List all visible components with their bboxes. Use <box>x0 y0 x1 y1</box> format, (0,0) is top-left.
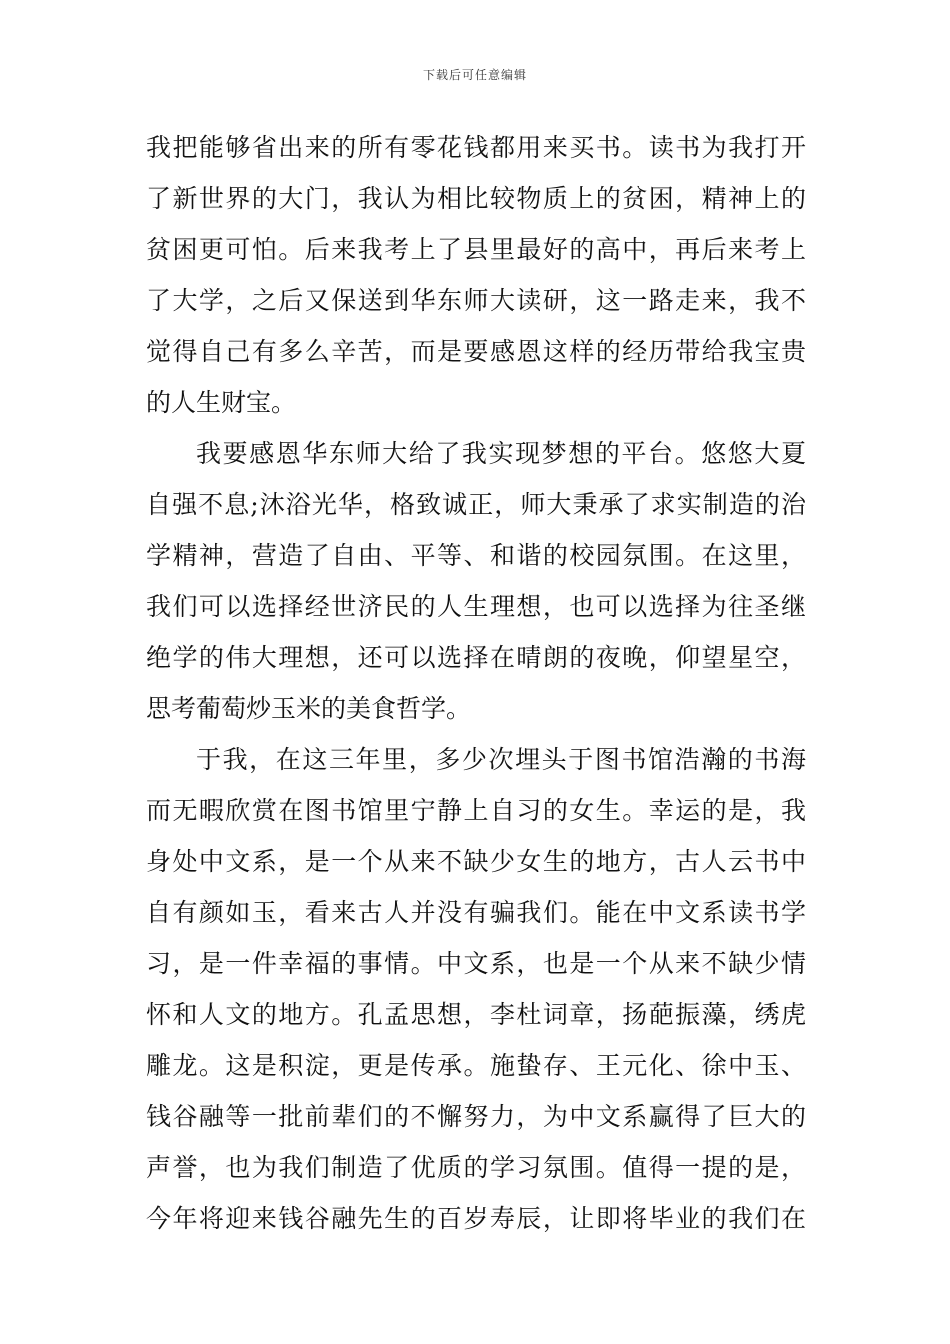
text-line: 自强不息;沐浴光华，格致诚正，师大秉承了求实制造的治 <box>146 490 806 519</box>
text-line: 习，是一件幸福的事情。中文系，也是一个从来不缺少情 <box>146 949 806 978</box>
text-line: 自有颜如玉，看来古人并没有骗我们。能在中文系读书学 <box>146 898 806 927</box>
text-line: 学精神，营造了自由、平等、和谐的校园氛围。在这里， <box>146 541 806 570</box>
text-line: 我把能够省出来的所有零花钱都用来买书。读书为我打开 <box>146 133 806 162</box>
text-line: 了新世界的大门，我认为相比较物质上的贫困，精神上的 <box>146 184 806 213</box>
document-body <box>146 122 806 1244</box>
text-line: 怀和人文的地方。孔孟思想，李杜词章，扬葩振藻，绣虎 <box>146 1000 806 1029</box>
text-line: 于我，在这三年里，多少次埋头于图书馆浩瀚的书海 <box>196 745 806 774</box>
text-line: 声誉，也为我们制造了优质的学习氛围。值得一提的是， <box>146 1153 806 1182</box>
text-line: 了大学，之后又保送到华东师大读研，这一路走来，我不 <box>146 286 806 315</box>
paragraph-3 <box>146 734 806 1244</box>
text-line: 觉得自己有多么辛苦，而是要感恩这样的经历带给我宝贵 <box>146 337 806 366</box>
paragraph-2 <box>146 428 806 734</box>
text-line: 我们可以选择经世济民的人生理想，也可以选择为往圣继 <box>146 592 806 621</box>
text-line: 绝学的伟大理想，还可以选择在晴朗的夜晚，仰望星空， <box>146 643 806 672</box>
paragraph-1 <box>146 122 806 428</box>
text-line: 思考葡萄炒玉米的美食哲学。 <box>146 694 472 723</box>
text-line: 钱谷融等一批前辈们的不懈努力，为中文系赢得了巨大的 <box>146 1102 806 1131</box>
text-line: 贫困更可怕。后来我考上了县里最好的高中，再后来考上 <box>146 235 806 264</box>
text-line: 身处中文系，是一个从来不缺少女生的地方，古人云书中 <box>146 847 806 876</box>
text-line: 雕龙。这是积淀，更是传承。施蛰存、王元化、徐中玉、 <box>146 1051 806 1080</box>
page-header: 下载后可任意编辑 <box>422 68 527 82</box>
text-line: 我要感恩华东师大给了我实现梦想的平台。悠悠大夏 <box>196 439 806 468</box>
text-line: 的人生财宝。 <box>146 388 297 417</box>
text-line: 今年将迎来钱谷融先生的百岁寿辰，让即将毕业的我们在 <box>146 1204 806 1233</box>
text-line: 而无暇欣赏在图书馆里宁静上自习的女生。幸运的是，我 <box>146 796 806 825</box>
